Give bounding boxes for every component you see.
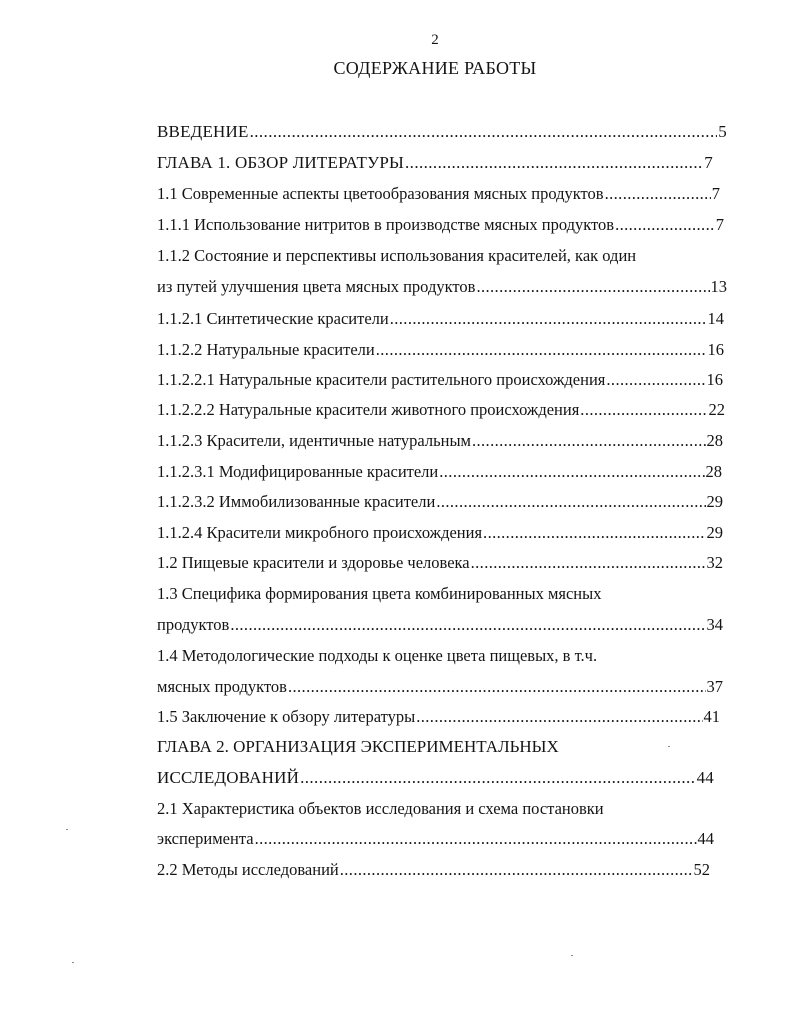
toc-entry-text: 2.2 Методы исследований (157, 860, 339, 879)
toc-entry-text: 1.1.1 Использование нитритов в производстве мясных продуктов (157, 215, 615, 234)
toc-entry-page: 29 (706, 492, 723, 511)
toc-entry-page: 7 (715, 215, 724, 234)
toc-entry-page: 16 (707, 340, 724, 359)
toc-entry (157, 340, 724, 360)
toc-entry-page: 52 (693, 860, 710, 879)
scan-speck (72, 962, 74, 963)
toc-entry (157, 431, 723, 451)
toc-entry-page: 34 (706, 615, 723, 634)
toc-entry (157, 768, 714, 788)
toc-entry (157, 153, 713, 173)
page-title: СОДЕРЖАНИЕ РАБОТЫ (333, 58, 537, 78)
toc-entry-text: 2.1 Характеристика объектов исследования и схема постановки (157, 799, 604, 818)
scan-speck (66, 829, 68, 830)
toc-entry-page: 41 (703, 707, 720, 726)
toc-entry-text: 1.4 Методологические подходы к оценке цвета пищевых, в т.ч. (157, 646, 598, 665)
toc-entry-text: ИССЛЕДОВАНИЙ (157, 768, 300, 787)
toc-entry (157, 707, 720, 727)
toc-entry (157, 309, 724, 329)
toc-entry-text: 1.1.2.3.1 Модифицированные красители (157, 462, 439, 481)
toc-entry-text: 1.1.2.3 Красители, идентичные натуральным (157, 431, 471, 450)
scan-speck (571, 955, 573, 956)
toc-entry-page: 28 (706, 431, 723, 450)
toc-entry-page: 7 (711, 184, 720, 203)
toc-entry-page: 37 (706, 677, 723, 696)
toc-entry (157, 860, 710, 880)
toc-entry-text: 1.1.2.2.1 Натуральные красители растительного происхождения (157, 370, 606, 389)
toc-entry (157, 677, 723, 697)
page-number: 2 (431, 32, 439, 48)
toc-entry-page: 29 (706, 523, 723, 542)
toc-entry (157, 492, 723, 512)
toc-entry-page: 13 (710, 277, 727, 296)
toc-entry-page: 22 (708, 400, 725, 419)
toc-entry-text: 1.3 Специфика формирования цвета комбинированных мясных (157, 584, 602, 603)
toc-entry-text: мясных продуктов (157, 677, 287, 696)
toc-entry-text: 1.1.2.1 Синтетические красители (157, 309, 389, 328)
toc-entry-text: из путей улучшения цвета мясных продуктов (157, 277, 476, 296)
toc-entry-text: продуктов (157, 615, 230, 634)
toc-entry-text: 1.1 Современные аспекты цветообразования мясных продуктов (157, 184, 604, 203)
toc-entry-text: ВВЕДЕНИЕ (157, 122, 249, 141)
toc-entry (157, 370, 723, 390)
toc-entry-page: 16 (706, 370, 723, 389)
toc-entry-text: 1.2 Пищевые красители и здоровье человека (157, 553, 470, 572)
toc-entry-text: 1.1.2.2.2 Натуральные красители животного происхождения (157, 400, 580, 419)
toc-entry-text: 1.1.2.4 Красители микробного происхождения (157, 523, 483, 542)
toc-entry (157, 122, 727, 142)
toc-entry-text: 1.1.2.2 Натуральные красители (157, 340, 375, 359)
toc-entry (157, 615, 723, 635)
scan-speck (668, 746, 670, 747)
toc-entry-text: ГЛАВА 2. ОРГАНИЗАЦИЯ ЭКСПЕРИМЕНТАЛЬНЫХ (157, 737, 559, 756)
toc-entry (157, 523, 723, 543)
toc-entry-page: 28 (705, 462, 722, 481)
toc-entry-page: 5 (718, 122, 727, 141)
toc-entry (157, 184, 720, 204)
toc-entry-text: эксперимента (157, 829, 254, 848)
toc-entry-text: 1.1.2.3.2 Иммобилизованные красители (157, 492, 436, 511)
toc-entry-page: 44 (697, 829, 714, 848)
toc-entry (157, 553, 723, 573)
toc-entry-text: ГЛАВА 1. ОБЗОР ЛИТЕРАТУРЫ (157, 153, 405, 172)
toc-entry (157, 400, 725, 420)
toc-entry (157, 462, 722, 482)
toc-entry-page: 14 (707, 309, 724, 328)
toc-entry-text: 1.1.2 Состояние и перспективы использования красителей, как один (157, 246, 637, 265)
toc-entry (157, 277, 727, 297)
toc-entry-text: 1.5 Заключение к обзору литературы (157, 707, 416, 726)
toc-entry (157, 215, 724, 235)
toc-entry-page: 7 (704, 153, 713, 172)
toc-entry-page: 32 (706, 553, 723, 572)
toc-entry-page: 44 (696, 768, 714, 787)
toc-entry (157, 829, 714, 849)
